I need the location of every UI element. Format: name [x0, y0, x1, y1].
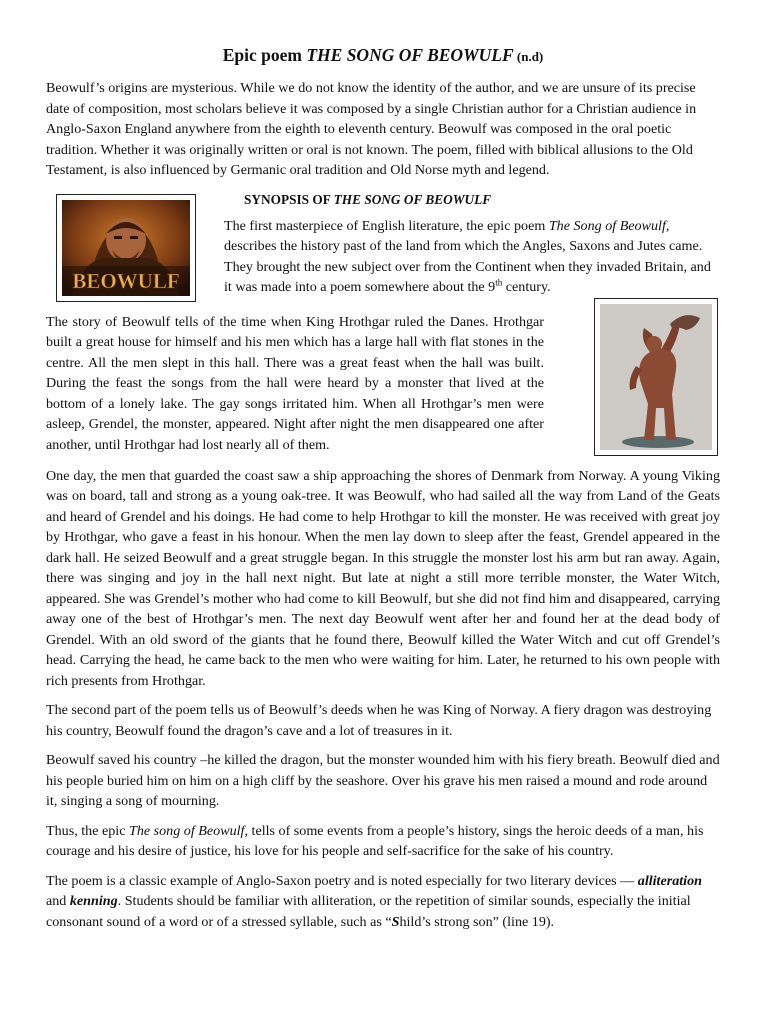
synopsis-text-1: The first masterpiece of English literature, the epic poem: [224, 217, 549, 234]
title-suffix: (n.d): [513, 49, 544, 64]
beowulf-cover-image: [56, 194, 196, 302]
grendel-statue-image: [594, 298, 718, 456]
synopsis-text-sup: th: [495, 277, 503, 288]
intro-paragraph: Beowulf’s origins are mysterious. While we do not know the identity of the author, and we are unsure of its precise date of composition, most scholars believe it was composed by a single Christian author for a Christian audience in Anglo-Saxon England anywhere from the eighth to eleventh century. Beowulf was composed in the oral poetic tradition. Whether it was originally written or oral is not known. The poem, filled with biblical allusions to the Old Testament, is also influenced by Germanic oral tradition and Old Norse myth and legend.: [46, 80, 697, 178]
paragraph-dragon: Beowulf saved his country –he killed the dragon, but the monster wounded him with his fiery breath. Beowulf died and his people buried him on him on a high cliff by the seashore. Over his grave his men raised a mound and rode around it, singing a song of mourning.: [46, 752, 720, 809]
paragraph-summary: [46, 821, 720, 862]
synopsis-text-work: The Song of Beowulf: [548, 217, 666, 234]
devices-term-alliteration: alliteration: [637, 872, 702, 889]
synopsis-text-2: , describes the history past of the land from which the Angles, Saxons and Jutes came. They brought the new subject over from the Continent when they invaded Britain, and it was made into a poem somewhere about the 9: [224, 217, 711, 295]
page-title: [46, 44, 720, 68]
synopsis-heading-prefix: SYNOPSIS OF: [244, 191, 334, 207]
synopsis-heading: [244, 190, 720, 210]
synopsis-heading-work: THE SONG OF BEOWULF: [333, 191, 492, 207]
paragraph-beowulf-arrival: One day, the men that guarded the coast saw a ship approaching the shores of Denmark from Norway. A young Viking was on board, tall and strong as a young oak-tree. It was Beowulf, who had sailed all the way from Land of the Geats and heard of Grendel and his doings. He had come to help Hrothgar to kill the monster. He was received with great joy by Hrothgar, who gave a feast in his honour. When the men lay down to sleep after the feast, Grendel appeared in the dark hall. He seized Beowulf and a great struggle began. In this struggle the monster lost his arm but ran away. Again, there was singing and joy in the hall next night. But late at night a still more terrible monster, the Water Witch, appeared. She was Grendel’s mother who had come to kill Beowulf, but she did not find him and disappeared, carrying away one of the best of Hrothgar’s men. The next day Beowulf went after her and found her at the dead body of Grendel. With an old sword of the giants that he found there, Beowulf killed the Water Witch and cut off Grendel’s head. Carrying the head, he came back to the men who were waiting for him. Later, he returned to his own people with rich presents from Hrothgar.: [46, 467, 720, 689]
summary-work: The song of Beowulf: [128, 822, 245, 839]
summary-text-1: Thus, the epic: [46, 822, 129, 839]
title-prefix: Epic poem: [222, 45, 307, 65]
document-page: [46, 44, 720, 941]
synopsis-text-3: century.: [502, 279, 551, 295]
devices-text-1: The poem is a classic example of Anglo-Saxon poetry and is noted especially for two literary devices —: [46, 872, 638, 889]
story-paragraph: The story of Beowulf tells of the time when King Hrothgar ruled the Danes. Hrothgar built a great house for himself and his men which has a large hall with flat stones in the centre. All the men slept in this hall. There was a great feast when the hall was built. During the feast the songs from the hall were heard by a monster that lived at the bottom of a lonely lake. The gay songs irritated him. When all Hrothgar’s men were asleep, Grendel, the monster, appeared. Night after night the men disappeared one after another, until Hrothgar had lost nearly all of them.: [46, 313, 544, 453]
devices-and: and: [46, 893, 70, 909]
title-work: THE SONG OF BEOWULF: [306, 45, 514, 65]
summary-text-2: , tells of some events from a people’s history, sings the heroic deeds of a man, his courage and his desire of justice, his love for his people and self-sacrifice for the sake of his country.: [46, 822, 704, 859]
devices-text-3: ” (line 19).: [492, 913, 555, 930]
story-section: [46, 312, 720, 458]
paragraph-literary-devices: [46, 871, 720, 933]
devices-initial-s: S: [391, 913, 400, 930]
beowulf-illustration: [62, 200, 190, 296]
synopsis-section: [46, 190, 720, 304]
paragraph-second-part: The second part of the poem tells us of Beowulf’s deeds when he was King of Norway. A fiery dragon was destroying his country, Beowulf found the dragon’s cave and a lot of treasures in it.: [46, 702, 712, 739]
synopsis-paragraph: [224, 216, 720, 298]
devices-text-2: . Students should be familiar with alliteration, or the repetition of similar sounds, especially the initial consonant sound of a word or of a stressed syllable, such as “: [46, 893, 691, 930]
grendel-statue-illustration: [600, 304, 712, 450]
devices-term-kenning: kenning: [69, 893, 118, 909]
synopsis-text-block: [224, 190, 720, 298]
beowulf-logo-text: BEOWULF: [72, 268, 180, 293]
devices-quote: hild’s strong son: [399, 913, 493, 930]
